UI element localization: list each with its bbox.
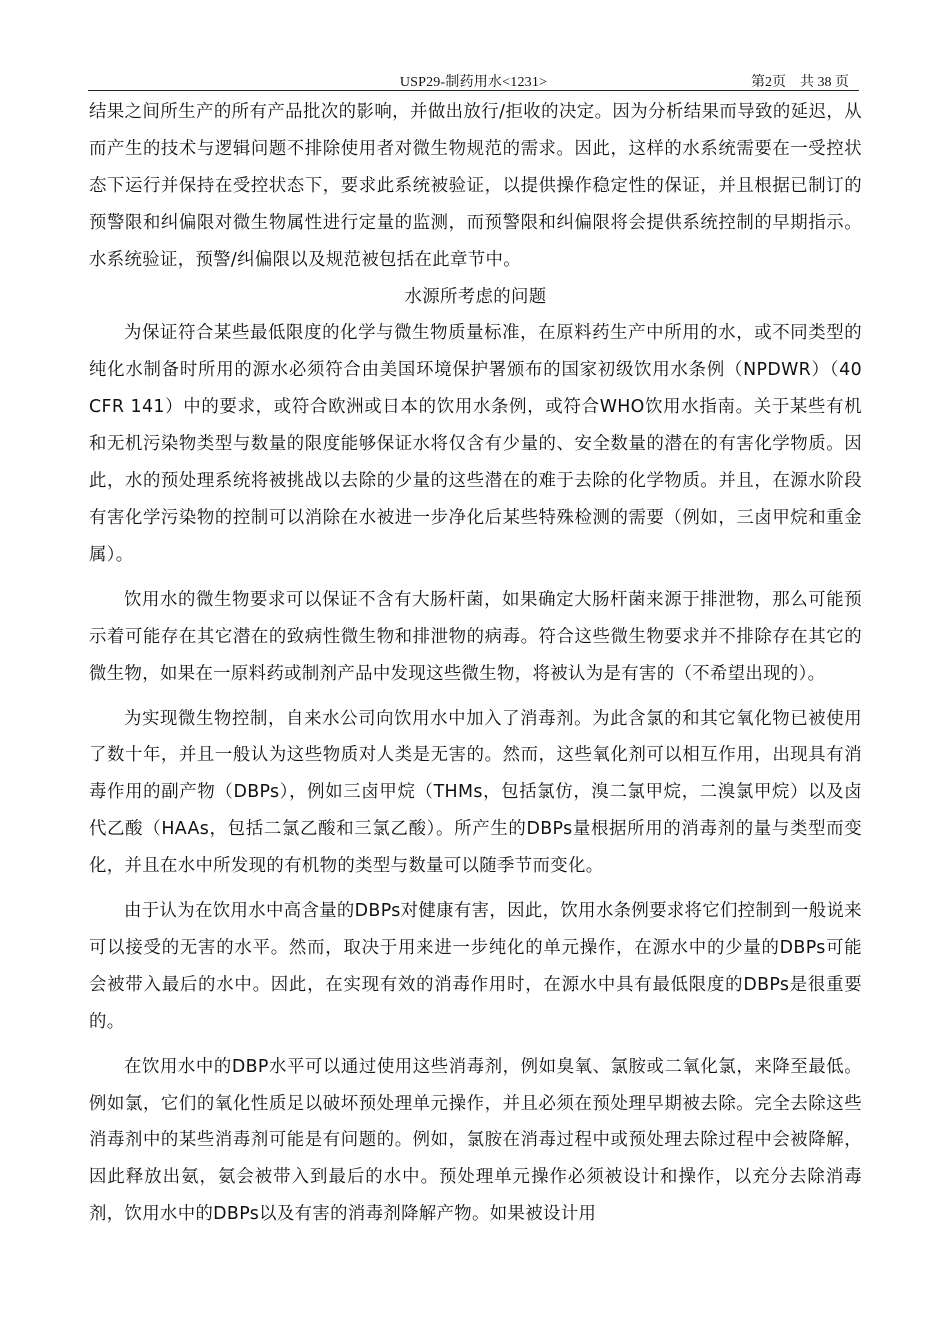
paragraph-continuation: 结果之间所生产的所有产品批次的影响，并做出放行/拒收的决定。因为分析结果而导致的延迟，从而产生的技术与逻辑问题不排除使用者对微生物规范的需求。因此，这样的水系统需要在一受控状态下运行并保持在受控状态下，要求此系统被验证，以提供操作稳定性的保证，并且根据已制订的预警限和纠偏限对微生物属性进行定量的监测，而预警限和纠偏限将会提供系统控制的早期指示。水系统验证，预警/纠偏限以及规范被包括在此章节中。: [89, 102, 862, 270]
paragraph-source-water: 为保证符合某些最低限度的化学与微生物质量标准，在原料药生产中所用的水，或不同类型的纯化水制备时所用的源水必须符合由美国环境保护署颁布的国家初级饮用水条例（NPDWR）（40 CFR 141）中的要求，或符合欧洲或日本的饮用水条例，或符合WHO饮用水指南。关于某些有机和无机污染物类型与数量的限度能够保证水将仅含有少量的、安全数量的潜在的有害化学物质。因此，水的预处理系统将被挑战以去除的少量的这些潜在的难于去除的化学物质。并且，在源水阶段有害化学污染物的控制可以消除在水被进一步净化后某些特殊检测的需要（例如，三卤甲烷和重金属）。: [89, 323, 862, 565]
paragraph-microbial-requirements: 饮用水的微生物要求可以保证不含有大肠杆菌，如果确定大肠杆菌来源于排泄物，那么可能预示着可能存在其它潜在的致病性微生物和排泄物的病毒。符合这些微生物要求并不排除存在其它的微生物，如果在一原料药或制剂产品中发现这些微生物，将被认为是有害的（不希望出现的）。: [89, 589, 862, 684]
paragraph-disinfectants: 为实现微生物控制，自来水公司向饮用水中加入了消毒剂。为此含氯的和其它氧化物已被使用了数十年，并且一般认为这些物质对人类是无害的。然而，这些氧化剂可以相互作用，出现具有消毒作用的副产物（DBPs），例如三卤甲烷（THMs，包括氯仿，溴二氯甲烷，二溴氯甲烷）以及卤代乙酸（HAAs，包括二氯乙酸和三氯乙酸）。所产生的DBPs量根据所用的消毒剂的量与类型而变化，并且在水中所发现的有机物的类型与数量可以随季节而变化。: [89, 708, 862, 877]
document-title: USP29-制药用水<1231>: [399, 75, 548, 90]
document-body: [89, 94, 862, 1233]
section-title: 水源所考虑的问题: [404, 286, 547, 307]
page-header: [88, 62, 859, 91]
paragraph-dbp-regulation: 由于认为在饮用水中高含量的DBPs对健康有害，因此，饮用水条例要求将它们控制到一般说来可以接受的无害的水平。然而，取决于用来进一步纯化的单元操作，在源水中的少量的DBPs可能会被带入最后的水中。因此，在实现有效的消毒作用时，在源水中具有最低限度的DBPs是很重要的。: [89, 901, 862, 1032]
paragraph-dbp-reduction: 在饮用水中的DBP水平可以通过使用这些消毒剂，例如臭氧、氯胺或二氧化氯，来降至最低。例如氯，它们的氧化性质足以破坏预处理单元操作，并且必须在预处理早期被去除。完全去除这些消毒剂中的某些消毒剂可能是有问题的。例如，氯胺在消毒过程中或预处理去除过程中会被降解，因此释放出氨，氨会被带入到最后的水中。预处理单元操作必须被设计和操作，以充分去除消毒剂，饮用水中的DBPs以及有害的消毒剂降解产物。如果被设计用: [89, 1056, 862, 1225]
page-number: 第2页 共 38 页: [751, 75, 849, 90]
